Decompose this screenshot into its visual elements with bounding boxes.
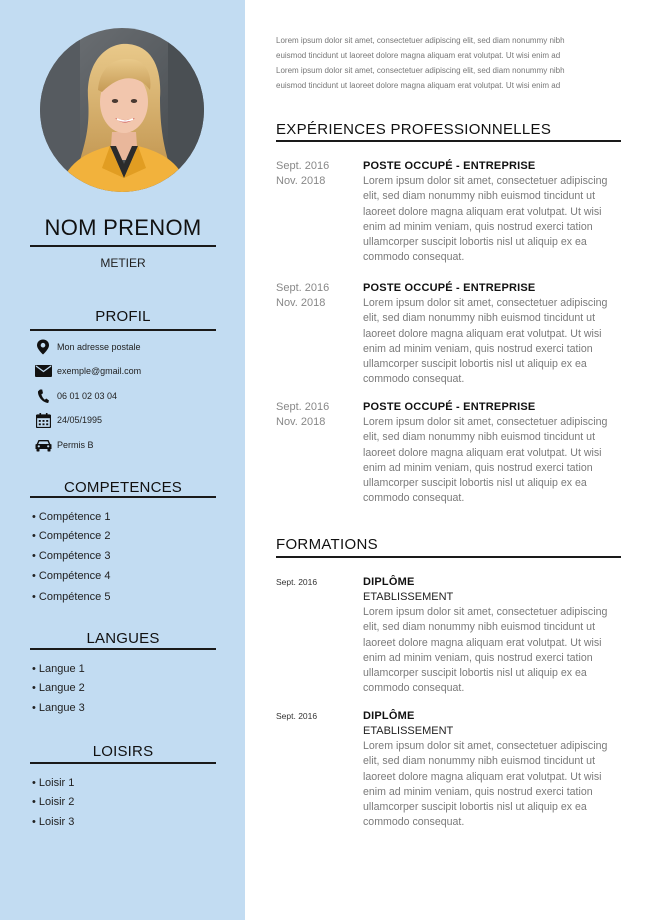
contact-phone: 06 01 02 03 04	[34, 387, 117, 405]
skill-item: • Compétence 3	[32, 550, 110, 562]
experience-dates: Sept. 2016 Nov. 2018	[276, 401, 330, 428]
skill-item: • Compétence 4	[32, 570, 110, 582]
education-description: Lorem ipsum dolor sit amet, consectetuer adipiscing elit, sed diam nonummy nibh euismod tincidunt ut laoreet dolore magna aliquam erat volutpat. Ut wisi enim ad minim veniam, quis nostrud exerci tation ullamcorper suscipit lobortis nisl ut aliquip ex ea commodo consequat.	[363, 606, 608, 695]
hobbies-divider	[30, 762, 216, 764]
experience-divider	[276, 140, 621, 142]
phone-icon	[34, 387, 52, 405]
intro-text: Lorem ipsum dolor sit amet, consectetuer adipiscing elit, sed diam nonummy nibh euismod tincidunt ut laoreet dolore magna aliquam erat volutpat. Ut wisi enim ad Lorem ipsum dolor sit amet, consectetuer adipiscing elit, sed diam nonummy nibh euismod tincidunt ut laoreet dolore magna aliquam erat volutpat. Ut wisi enim ad	[276, 36, 565, 90]
skill-item: • Compétence 1	[32, 511, 110, 523]
education-heading: FORMATIONS	[276, 536, 378, 553]
skill-item: • Compétence 2	[32, 530, 110, 542]
language-item: • Langue 3	[32, 702, 85, 714]
location-pin-icon	[34, 338, 52, 356]
candidate-name: NOM PRENOM	[44, 215, 202, 240]
contact-license: Permis B	[34, 436, 94, 454]
education-degree: DIPLÔME	[363, 576, 415, 588]
experience-role: POSTE OCCUPÉ - ENTREPRISE	[363, 282, 536, 294]
hobby-item: • Loisir 2	[32, 796, 74, 808]
education-date: Sept. 2016	[276, 711, 318, 721]
education-school: ETABLISSEMENT	[363, 591, 454, 603]
hobbies-heading: LOISIRS	[92, 743, 154, 760]
skills-heading: COMPETENCES	[63, 479, 183, 496]
languages-heading: LANGUES	[86, 630, 160, 647]
experience-dates: Sept. 2016 Nov. 2018	[276, 160, 330, 187]
profile-heading: PROFIL	[95, 308, 151, 325]
hobby-item: • Loisir 3	[32, 816, 74, 828]
experience-role: POSTE OCCUPÉ - ENTREPRISE	[363, 160, 536, 172]
mail-icon	[34, 362, 52, 380]
calendar-icon	[34, 411, 52, 429]
name-divider	[30, 245, 216, 247]
education-date: Sept. 2016	[276, 577, 318, 587]
languages-divider	[30, 648, 216, 650]
sidebar	[0, 0, 245, 920]
education-description: Lorem ipsum dolor sit amet, consectetuer adipiscing elit, sed diam nonummy nibh euismod tincidunt ut laoreet dolore magna aliquam erat volutpat. Ut wisi enim ad minim veniam, quis nostrud exerci tation ullamcorper suscipit lobortis nisl ut aliquip ex ea commodo consequat.	[363, 740, 608, 829]
car-icon	[34, 436, 52, 454]
experience-description: Lorem ipsum dolor sit amet, consectetuer adipiscing elit, sed diam nonummy nibh euismod tincidunt ut laoreet dolore magna aliquam erat volutpat. Ut wisi enim ad minim veniam, quis nostrud exerci tation ullamcorper suscipit lobortis nisl ut aliquip ex ea commodo consequat.	[363, 175, 608, 264]
experience-heading: EXPÉRIENCES PROFESSIONNELLES	[276, 121, 552, 138]
contact-address: Mon adresse postale	[34, 338, 141, 356]
experience-dates: Sept. 2016 Nov. 2018	[276, 282, 330, 309]
skill-item: • Compétence 5	[32, 591, 110, 603]
job-title: METIER	[100, 256, 146, 270]
language-item: • Langue 1	[32, 663, 85, 675]
profile-divider	[30, 329, 216, 331]
contact-birthdate: 24/05/1995	[34, 411, 102, 429]
education-divider	[276, 556, 621, 558]
skills-divider	[30, 496, 216, 498]
experience-role: POSTE OCCUPÉ - ENTREPRISE	[363, 401, 536, 413]
language-item: • Langue 2	[32, 682, 85, 694]
education-degree: DIPLÔME	[363, 710, 415, 722]
education-school: ETABLISSEMENT	[363, 725, 454, 737]
experience-description: Lorem ipsum dolor sit amet, consectetuer adipiscing elit, sed diam nonummy nibh euismod tincidunt ut laoreet dolore magna aliquam erat volutpat. Ut wisi enim ad minim veniam, quis nostrud exerci tation ullamcorper suscipit lobortis nisl ut aliquip ex ea commodo consequat.	[363, 416, 608, 505]
contact-email: exemple@gmail.com	[34, 362, 141, 380]
profile-photo	[40, 28, 204, 192]
experience-description: Lorem ipsum dolor sit amet, consectetuer adipiscing elit, sed diam nonummy nibh euismod tincidunt ut laoreet dolore magna aliquam erat volutpat. Ut wisi enim ad minim veniam, quis nostrud exerci tation ullamcorper suscipit lobortis nisl ut aliquip ex ea commodo consequat.	[363, 297, 608, 386]
hobby-item: • Loisir 1	[32, 777, 74, 789]
